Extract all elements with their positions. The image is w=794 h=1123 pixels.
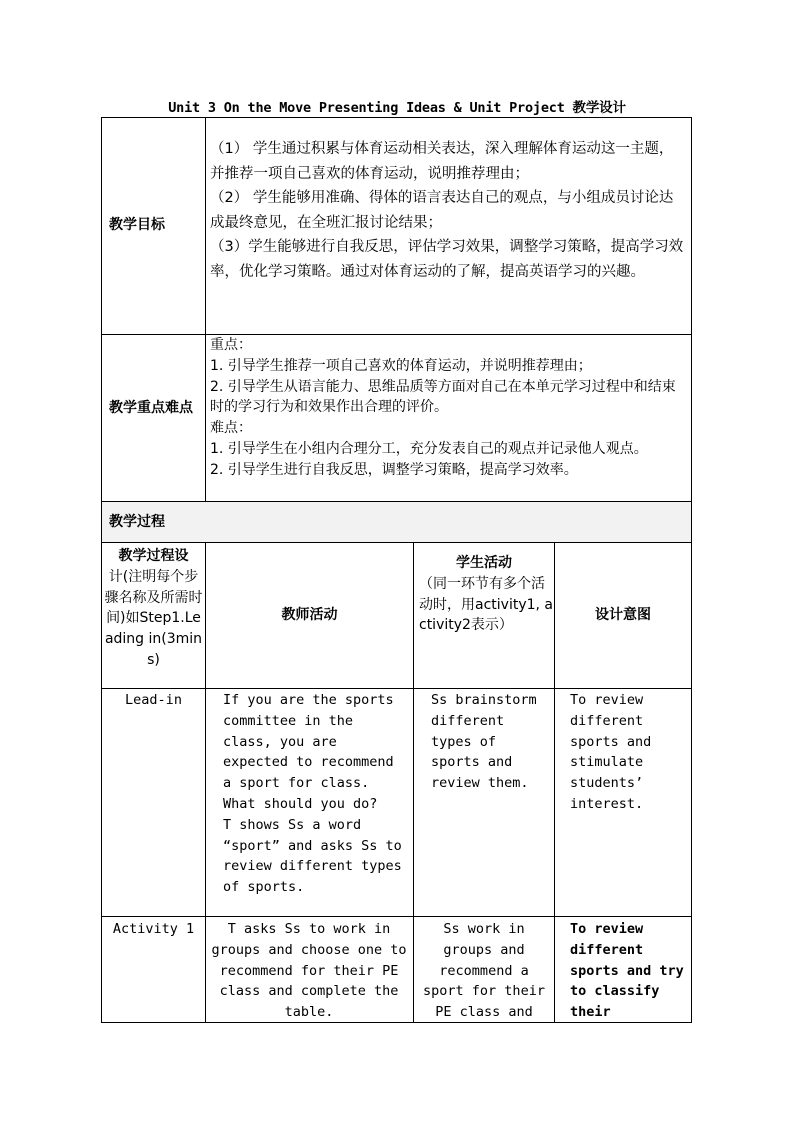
row-teacher: If you are the sports committee in the class, you are expected to recommend a sport for class. What should you do? T shows Ss a word “sport” and asks Ss to review different types of sports. — [223, 692, 402, 896]
objective-item: （1） 学生通过积累与体育运动相关表达，深入理解体育运动这一主题，并推荐一项自己喜欢的体育运动，说明推荐理由； — [210, 141, 674, 182]
objective-item: （3）学生能够进行自我反思，评估学习效果，调整学习策略，提高学习效率，优化学习策略。通过对体育运动的了解，提高英语学习的兴趣。 — [210, 239, 684, 280]
key-point-line: 难点： — [210, 420, 252, 437]
key-point-line: 2. 引导学生进行自我反思，调整学习策略，提高学习效率。 — [210, 461, 578, 478]
intent-header: 设计意图 — [595, 607, 651, 623]
step-header-note: 计(注明每个步骤名称及所需时间)如Step1.Leading in(3mins) — [104, 568, 203, 668]
teacher-header: 教师活动 — [281, 607, 338, 623]
key-point-line: 重点： — [210, 337, 252, 353]
student-header-note: （同一环节有多个活动时，用activity1, activity2表示） — [419, 575, 553, 634]
lesson-plan-table — [101, 117, 692, 1023]
row-step: Activity 1 — [112, 921, 195, 937]
row-teacher: T asks Ss to work in groups and choose one to recommend for their PE class and complete the table. — [211, 921, 407, 1021]
row-intent: To review different sports and try to classify their — [570, 921, 684, 1021]
document-title: Unit 3 On the Move Presenting Ideas & Unit Project 教学设计 — [168, 100, 626, 116]
objective-item: （2） 学生能够用准确、得体的语言表达自己的观点，与小组成员讨论达成最终意见，在全班汇报讨论结果； — [210, 190, 674, 231]
objectives-text — [210, 137, 686, 284]
process-label: 教学过程 — [109, 514, 165, 530]
step-header — [102, 546, 205, 671]
row-student: Ss brainstorm different types of sports and review them. — [431, 692, 537, 792]
row-student: Ss work in groups and recommend a sport for their PE class and — [423, 921, 545, 1021]
step-header-bold: 教学过程设 — [118, 548, 189, 564]
row-intent: To review different sports and stimulate students’ interest. — [570, 692, 652, 812]
key-points-text — [210, 335, 688, 481]
key-points-label: 教学重点难点 — [109, 400, 193, 416]
row-step: Lead-in — [125, 692, 182, 708]
student-header — [415, 553, 553, 636]
key-point-line: 2. 引导学生从语言能力、思维品质等方面对自己在本单元学习过程中和结束时的学习行为和效果作出合理的评价。 — [210, 378, 676, 416]
key-point-line: 1. 引导学生推荐一项自己喜欢的体育运动，并说明推荐理由； — [210, 357, 592, 374]
key-point-line: 1. 引导学生在小组内合理分工，充分发表自己的观点并记录他人观点。 — [210, 440, 648, 457]
student-header-bold: 学生活动 — [456, 555, 512, 571]
objectives-label: 教学目标 — [109, 217, 165, 233]
